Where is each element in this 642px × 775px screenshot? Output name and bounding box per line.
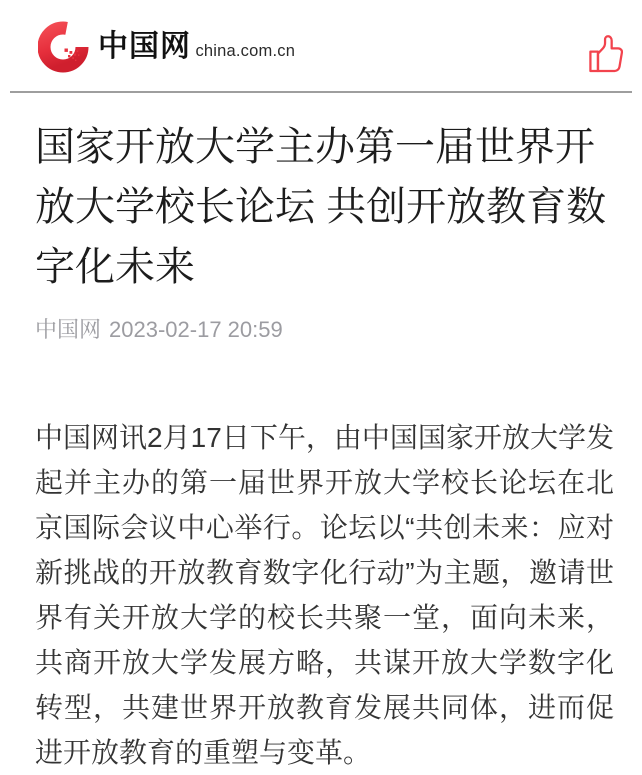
article-datetime: 2023-02-17 20:59	[109, 317, 283, 342]
article-content	[0, 117, 642, 775]
site-logo[interactable]	[38, 19, 295, 75]
brand-domain: china.com.cn	[195, 42, 296, 60]
article-paragraph: 中国网讯2月17日下午，由中国国家开放大学发起并主办的第一届世界开放大学校长论坛在北京国际会议中心举行。论坛以“共创未来：应对新挑战的开放教育数字化行动”为主题，邀请世界有关开放大学的校长共聚一堂，面向未来，共商开放大学发展方略，共谋开放大学数字化转型，共建世界开放教育发展共同体，进而促进开放教育的重塑与变革。	[35, 422, 614, 768]
site-header	[0, 0, 642, 91]
article-source: 中国网	[35, 317, 102, 342]
header-divider	[10, 91, 632, 93]
brand-name: 中国网	[98, 30, 191, 63]
logo-text	[98, 31, 295, 63]
article-title: 国家开放大学主办第一届世界开放大学校长论坛 共创开放教育数字化未来	[35, 125, 607, 289]
article-byline	[35, 315, 614, 345]
like-button[interactable]	[589, 34, 623, 74]
china-net-c-logo-icon	[38, 19, 90, 75]
thumbs-up-icon	[589, 34, 623, 74]
